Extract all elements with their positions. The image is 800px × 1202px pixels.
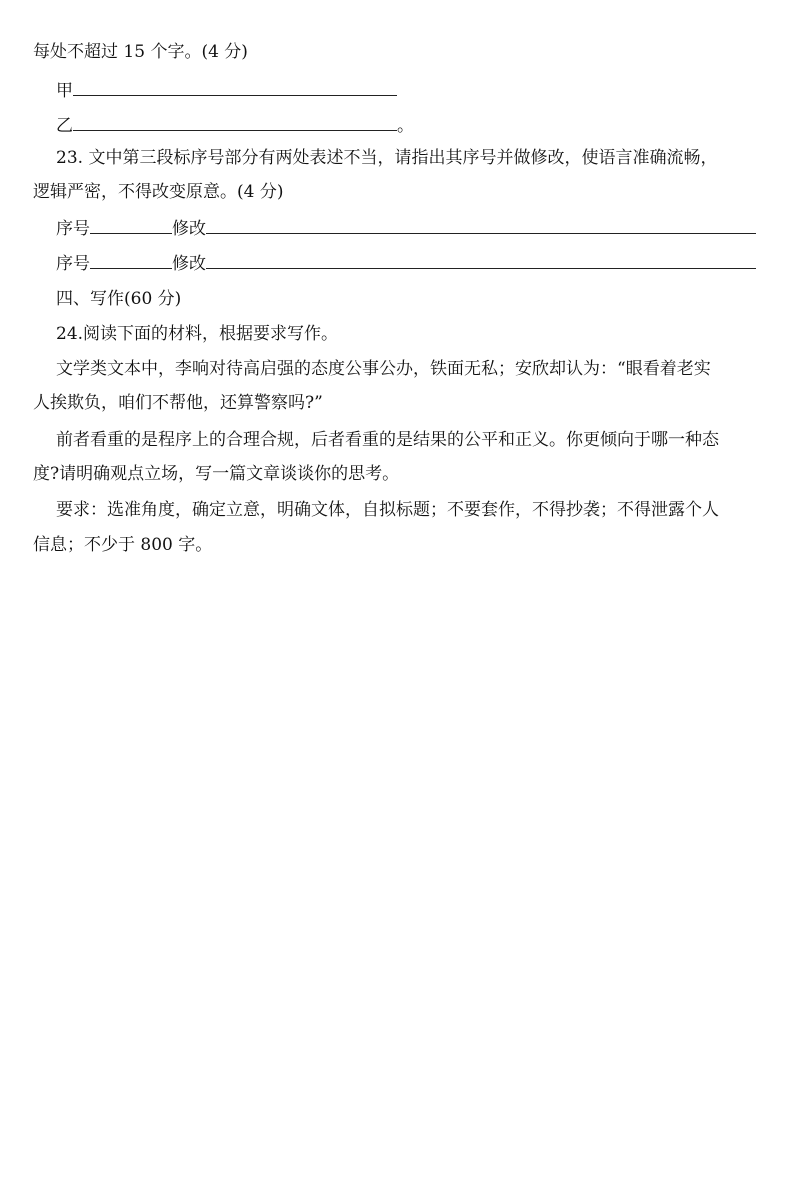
q22-tail: 每处不超过 15 个字。(4 分) [33,42,248,62]
q22-label-a: 甲 [56,81,73,101]
q24-material-p2-line2: 度?请明确观点立场，写一篇文章谈谈你的思考。 [33,464,400,484]
q24-material-p1-line2: 人挨欺负，咱们不帮他，还算警察吗?” [33,393,323,413]
q22-answer-b-row [56,113,414,137]
seq-blank-1[interactable] [90,216,172,234]
answer-blank-a[interactable] [73,78,397,96]
q24-material-p1-line1: 文学类文本中，李响对待高启强的态度公事公办，铁面无私；安欣却认为：“眼看着老实 [56,359,711,379]
q24-prompt: 24.阅读下面的材料，根据要求写作。 [56,324,339,344]
section-heading-writing: 四、写作(60 分) [56,289,182,309]
seq-label: 序号 [56,254,90,274]
seq-blank-2[interactable] [90,251,172,269]
q22-label-b: 乙 [56,116,73,136]
q24-material-p2-line1: 前者看重的是程序上的合理合规，后者看重的是结果的公平和正义。你更倾向于哪一种态 [56,430,719,450]
fix-label: 修改 [172,254,206,274]
seq-label: 序号 [56,219,90,239]
answer-blank-b[interactable] [73,113,397,131]
q23-answer-row-1 [56,216,756,240]
q24-requirements-line2: 信息；不少于 800 字。 [33,535,213,555]
q22-end-mark: 。 [397,116,414,136]
q22-answer-a-row [56,78,397,102]
fix-blank-2[interactable] [206,251,756,269]
q23-answer-row-2 [56,251,756,275]
q23-line1: 23. 文中第三段标序号部分有两处表述不当，请指出其序号并做修改，使语言准确流畅， [56,148,718,168]
fix-label: 修改 [172,219,206,239]
fix-blank-1[interactable] [206,216,756,234]
q23-line2: 逻辑严密，不得改变原意。(4 分) [33,182,284,202]
q24-requirements-line1: 要求：选准角度，确定立意，明确文体，自拟标题；不要套作，不得抄袭；不得泄露个人 [56,500,719,520]
